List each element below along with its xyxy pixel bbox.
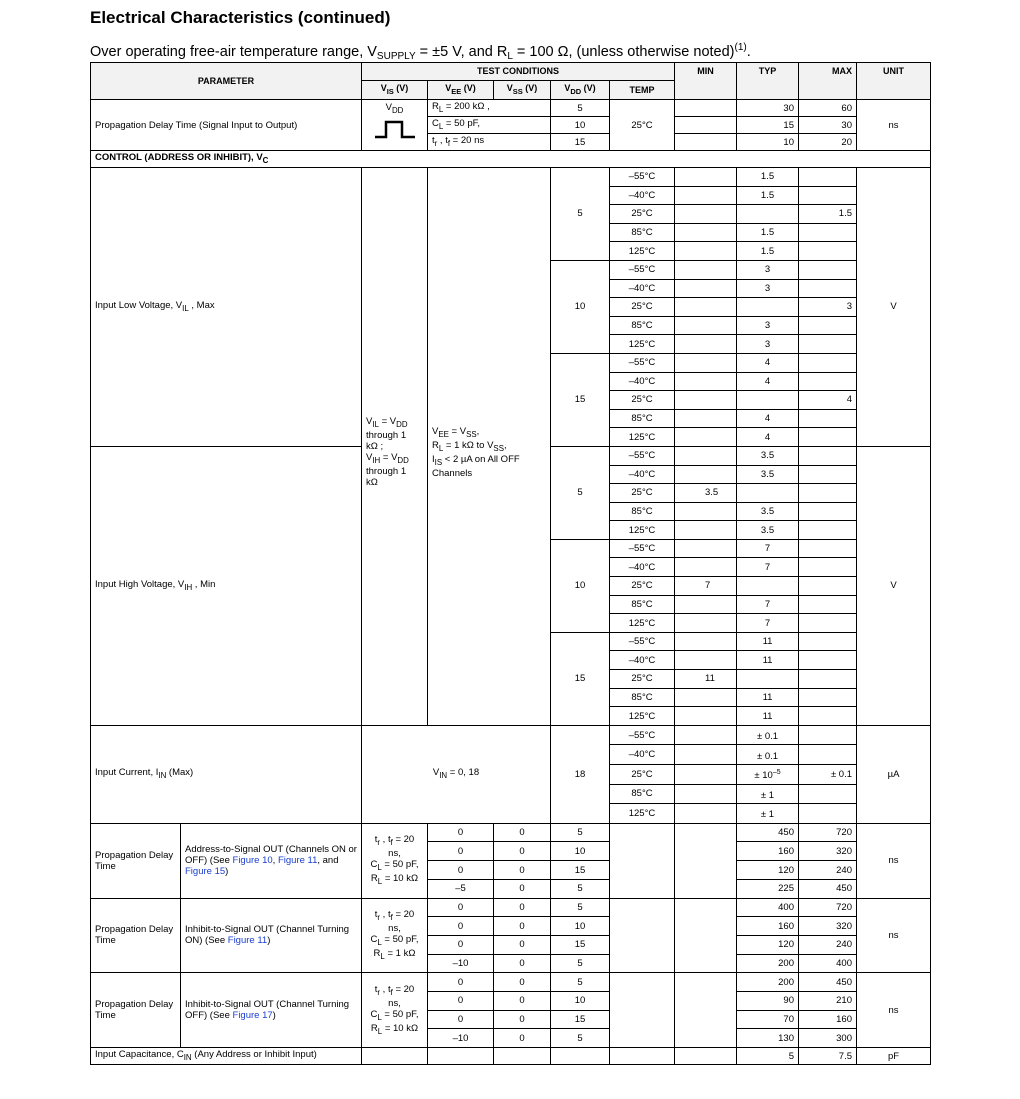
vss-value bbox=[494, 1048, 551, 1065]
vee-value: 0 bbox=[428, 898, 494, 917]
max-value bbox=[799, 316, 857, 335]
section-row bbox=[91, 151, 931, 168]
table-row bbox=[91, 823, 931, 842]
typ-value: 30 bbox=[737, 100, 799, 117]
typ-value: 11 bbox=[737, 651, 799, 670]
max-value bbox=[799, 521, 857, 540]
iin-body bbox=[91, 725, 931, 823]
vdd-value: 10 bbox=[551, 260, 610, 353]
typ-value: 1.5 bbox=[737, 168, 799, 187]
max-value: 60 bbox=[799, 100, 857, 117]
min-value bbox=[675, 595, 737, 614]
pulse-waveform-icon bbox=[374, 118, 416, 140]
vee-value: 0 bbox=[428, 991, 494, 1010]
unit-value: V bbox=[857, 168, 931, 447]
min-value bbox=[675, 298, 737, 317]
header-parameter: PARAMETER bbox=[91, 63, 362, 100]
min-value bbox=[675, 973, 737, 1048]
max-value bbox=[799, 353, 857, 372]
vdd-value: 5 bbox=[551, 879, 610, 898]
typ-value bbox=[737, 577, 799, 596]
max-value: 20 bbox=[799, 134, 857, 151]
typ-value: ± 0.1 bbox=[737, 725, 799, 745]
temp-value: –40°C bbox=[610, 745, 675, 765]
typ-value: 4 bbox=[737, 372, 799, 391]
prop-conditions: $t_r$ , $t_f = 20$ ns, $C_L = 50$ pF, $R_L = 1$ kΩ bbox=[362, 898, 428, 973]
param-prop-delay: Propagation Delay Time bbox=[91, 898, 181, 973]
max-value bbox=[799, 242, 857, 261]
temp-value: 85°C bbox=[610, 688, 675, 707]
typ-value: 160 bbox=[737, 917, 799, 936]
temp-value: –55°C bbox=[610, 260, 675, 279]
temp-value: 125°C bbox=[610, 521, 675, 540]
typ-value: 7 bbox=[737, 595, 799, 614]
max-value bbox=[799, 223, 857, 242]
vee-value bbox=[428, 1048, 494, 1065]
min-value bbox=[675, 242, 737, 261]
max-value: ± 0.1 bbox=[799, 765, 857, 785]
typ-value: 1.5 bbox=[737, 242, 799, 261]
iin-conditions: $V_{IN} = 0$, 18 bbox=[362, 725, 551, 823]
min-value bbox=[675, 725, 737, 745]
vdd-value: 15 bbox=[551, 935, 610, 954]
vee-value: 0 bbox=[428, 823, 494, 842]
typ-value: 3 bbox=[737, 335, 799, 354]
section-control: CONTROL (ADDRESS OR INHIBIT), $V_C$ bbox=[91, 151, 931, 168]
cond-cl: $C_L = 50$ pF, bbox=[428, 117, 551, 134]
vis-conditions: $V_{IL} = V_{DD}$ through 1 kΩ ; $V_{IH} = V_{DD}$ through 1 kΩ bbox=[362, 168, 428, 726]
vdd-value: 15 bbox=[551, 353, 610, 446]
min-value bbox=[675, 409, 737, 428]
typ-value: 3 bbox=[737, 260, 799, 279]
min-value bbox=[675, 186, 737, 205]
temp-value bbox=[610, 898, 675, 973]
max-value bbox=[799, 446, 857, 465]
temp-value: –55°C bbox=[610, 446, 675, 465]
typ-value: 7 bbox=[737, 558, 799, 577]
temp-value: 25°C bbox=[610, 205, 675, 224]
typ-value: 1.5 bbox=[737, 186, 799, 205]
header-min: MIN bbox=[675, 63, 737, 100]
temp-value: 85°C bbox=[610, 784, 675, 804]
vil-vih-body bbox=[91, 168, 931, 726]
temp-value: 125°C bbox=[610, 428, 675, 447]
typ-value: ± $10^{-5}$ bbox=[737, 765, 799, 785]
typ-value: 225 bbox=[737, 879, 799, 898]
max-value bbox=[799, 632, 857, 651]
figure-link[interactable]: Figure 15 bbox=[185, 866, 226, 878]
vss-value: 0 bbox=[494, 917, 551, 936]
max-value: 400 bbox=[799, 954, 857, 973]
min-value bbox=[675, 117, 737, 134]
typ-value: 11 bbox=[737, 707, 799, 726]
param-cin: Input Capacitance, $C_{IN}$ (Any Address or Inhibit Input) bbox=[91, 1048, 362, 1065]
min-value bbox=[675, 316, 737, 335]
max-value bbox=[799, 651, 857, 670]
vdd-value: 15 bbox=[551, 1010, 610, 1029]
header-temp: TEMP bbox=[610, 81, 675, 100]
typ-value bbox=[737, 484, 799, 503]
max-value bbox=[799, 168, 857, 187]
param-iin: Input Current, $I_{IN}$ (Max) bbox=[91, 725, 362, 823]
temp-value: –55°C bbox=[610, 539, 675, 558]
max-value bbox=[799, 372, 857, 391]
typ-value: 120 bbox=[737, 861, 799, 880]
max-value: 240 bbox=[799, 861, 857, 880]
vee-value: –10 bbox=[428, 954, 494, 973]
vee-value: 0 bbox=[428, 842, 494, 861]
prop-description: Address-to-Signal OUT (Channels ON or OFF) (See Figure 10, Figure 11, and Figure 15) bbox=[181, 823, 362, 898]
max-value bbox=[799, 745, 857, 765]
temp-value: 85°C bbox=[610, 316, 675, 335]
max-value: 210 bbox=[799, 991, 857, 1010]
unit-value: V bbox=[857, 446, 931, 725]
vss-value: 0 bbox=[494, 823, 551, 842]
temp-value: –40°C bbox=[610, 372, 675, 391]
temp-value: –55°C bbox=[610, 632, 675, 651]
figure-link[interactable]: Figure 10 bbox=[232, 855, 273, 867]
figure-link[interactable]: Figure 11 bbox=[277, 855, 318, 867]
max-value: 4 bbox=[799, 391, 857, 410]
vdd-value: 15 bbox=[551, 632, 610, 725]
vss-value: 0 bbox=[494, 991, 551, 1010]
max-value: 3 bbox=[799, 298, 857, 317]
typ-value: 7 bbox=[737, 614, 799, 633]
vis-value bbox=[362, 1048, 428, 1065]
max-value: 720 bbox=[799, 823, 857, 842]
min-value bbox=[675, 223, 737, 242]
min-value bbox=[675, 898, 737, 973]
header-vee: $V_{EE}$ (V) bbox=[428, 81, 494, 100]
vss-value: 0 bbox=[494, 1010, 551, 1029]
max-value bbox=[799, 804, 857, 824]
vis-pulse-cell bbox=[362, 100, 428, 151]
prop-conditions: $t_r$ , $t_f = 20$ ns, $C_L = 50$ pF, $R_L = 10$ kΩ bbox=[362, 973, 428, 1048]
typ-value: 11 bbox=[737, 632, 799, 651]
min-value bbox=[675, 558, 737, 577]
min-value bbox=[675, 205, 737, 224]
min-value: 11 bbox=[675, 670, 737, 689]
max-value bbox=[799, 335, 857, 354]
typ-value: 10 bbox=[737, 134, 799, 151]
temp-value: 85°C bbox=[610, 502, 675, 521]
max-value bbox=[799, 502, 857, 521]
figure-link[interactable]: Figure 11 bbox=[227, 935, 268, 947]
vdd-value: 5 bbox=[551, 898, 610, 917]
vee-value: –10 bbox=[428, 1029, 494, 1048]
typ-value: 4 bbox=[737, 428, 799, 447]
min-value bbox=[675, 465, 737, 484]
vee-value: 0 bbox=[428, 917, 494, 936]
typ-value: ± 1 bbox=[737, 804, 799, 824]
unit-value: ns bbox=[857, 823, 931, 898]
vdd-value: 10 bbox=[551, 991, 610, 1010]
typ-value: 7 bbox=[737, 539, 799, 558]
vee-value: 0 bbox=[428, 973, 494, 992]
max-value: 320 bbox=[799, 917, 857, 936]
header-unit: UNIT bbox=[857, 63, 931, 100]
temp-value: –55°C bbox=[610, 725, 675, 745]
min-value: 7 bbox=[675, 577, 737, 596]
typ-value: 3 bbox=[737, 279, 799, 298]
min-value bbox=[675, 765, 737, 785]
max-value bbox=[799, 558, 857, 577]
temp-value: 125°C bbox=[610, 242, 675, 261]
vdd-value: 10 bbox=[551, 842, 610, 861]
header-vdd: $V_{DD}$ (V) bbox=[551, 81, 610, 100]
param-prop-delay: Propagation Delay Time bbox=[91, 823, 181, 898]
min-value bbox=[675, 372, 737, 391]
max-value bbox=[799, 260, 857, 279]
max-value: 30 bbox=[799, 117, 857, 134]
prop-conditions: $t_r$ , $t_f = 20$ ns, $C_L = 50$ pF, $R_L = 10$ kΩ bbox=[362, 823, 428, 898]
min-value bbox=[675, 1048, 737, 1065]
min-value bbox=[675, 391, 737, 410]
typ-value: 4 bbox=[737, 409, 799, 428]
max-value: 160 bbox=[799, 1010, 857, 1029]
temp-value: –40°C bbox=[610, 279, 675, 298]
typ-value bbox=[737, 670, 799, 689]
table-subtitle: Over operating free-air temperature range, $V_{SUPPLY} = \pm 5$ V, and $R_L = 100$ Ω, (unless otherwise noted)$^{(1)}$. bbox=[90, 42, 751, 62]
vdd-value: 18 bbox=[551, 725, 610, 823]
unit-value: pF bbox=[857, 1048, 931, 1065]
typ-value bbox=[737, 391, 799, 410]
min-value bbox=[675, 707, 737, 726]
vdd-value: 5 bbox=[551, 1029, 610, 1048]
max-value bbox=[799, 670, 857, 689]
typ-value: 3.5 bbox=[737, 446, 799, 465]
vee-value: 0 bbox=[428, 1010, 494, 1029]
min-value bbox=[675, 353, 737, 372]
vdd-value: 10 bbox=[551, 917, 610, 936]
min-value bbox=[675, 260, 737, 279]
max-value bbox=[799, 577, 857, 596]
min-value bbox=[675, 651, 737, 670]
max-value bbox=[799, 409, 857, 428]
param-prop-delay: Propagation Delay Time bbox=[91, 973, 181, 1048]
table-row bbox=[91, 168, 931, 187]
vss-value: 0 bbox=[494, 954, 551, 973]
header-test-conditions: TEST CONDITIONS bbox=[362, 63, 675, 81]
max-value bbox=[799, 688, 857, 707]
vee-value: 0 bbox=[428, 935, 494, 954]
vdd-value: 10 bbox=[551, 539, 610, 632]
min-value bbox=[675, 168, 737, 187]
vss-value: 0 bbox=[494, 842, 551, 861]
vss-value: 0 bbox=[494, 861, 551, 880]
header-vis: $V_{IS}$ (V) bbox=[362, 81, 428, 100]
vss-value: 0 bbox=[494, 973, 551, 992]
cond-tr: $t_r$ , $t_f = 20$ ns bbox=[428, 134, 551, 151]
max-value bbox=[799, 595, 857, 614]
min-value bbox=[675, 428, 737, 447]
temp-value: –55°C bbox=[610, 353, 675, 372]
min-value bbox=[675, 614, 737, 633]
typ-value: 400 bbox=[737, 898, 799, 917]
max-value bbox=[799, 707, 857, 726]
vdd-value: 5 bbox=[551, 823, 610, 842]
header-typ: TYP bbox=[737, 63, 799, 100]
min-value bbox=[675, 745, 737, 765]
temp-value bbox=[610, 1048, 675, 1065]
vee-conditions: $V_{EE} = V_{SS}$, $R_L = 1$ kΩ to $V_{SS}$, $I_{IS} < 2$ µA on All OFF Channels bbox=[428, 168, 551, 726]
typ-value: 3.5 bbox=[737, 502, 799, 521]
min-value bbox=[675, 539, 737, 558]
vdd-value: 15 bbox=[551, 861, 610, 880]
vee-value: –5 bbox=[428, 879, 494, 898]
vdd-value: 5 bbox=[551, 954, 610, 973]
max-value bbox=[799, 614, 857, 633]
figure-link[interactable]: Figure 17 bbox=[232, 1010, 273, 1022]
header-max: MAX bbox=[799, 63, 857, 100]
typ-value: 3.5 bbox=[737, 521, 799, 540]
min-value bbox=[675, 279, 737, 298]
max-value bbox=[799, 725, 857, 745]
unit-value: ns bbox=[857, 100, 931, 151]
table-row bbox=[91, 725, 931, 745]
temp-value: 25°C bbox=[610, 484, 675, 503]
typ-value: 200 bbox=[737, 973, 799, 992]
min-value bbox=[675, 688, 737, 707]
table-row bbox=[91, 100, 931, 117]
temp-value: –40°C bbox=[610, 465, 675, 484]
temp-value bbox=[610, 823, 675, 898]
min-value bbox=[675, 134, 737, 151]
vdd-value bbox=[551, 1048, 610, 1065]
unit-value: µA bbox=[857, 725, 931, 823]
vdd-value: 10 bbox=[551, 117, 610, 134]
max-value bbox=[799, 186, 857, 205]
prop-body bbox=[91, 823, 931, 1047]
max-value bbox=[799, 539, 857, 558]
typ-value: 160 bbox=[737, 842, 799, 861]
table-row bbox=[91, 898, 931, 917]
table-header bbox=[91, 63, 931, 100]
max-value: 240 bbox=[799, 935, 857, 954]
temp-value: 25°C bbox=[610, 298, 675, 317]
max-value bbox=[799, 484, 857, 503]
temp-value: 85°C bbox=[610, 223, 675, 242]
min-value bbox=[675, 804, 737, 824]
temp-value: 125°C bbox=[610, 707, 675, 726]
typ-value: 200 bbox=[737, 954, 799, 973]
vdd-label: $V_{DD}$ bbox=[385, 102, 404, 115]
temp-value: 25°C bbox=[610, 577, 675, 596]
vss-value: 0 bbox=[494, 879, 551, 898]
temp-value: 85°C bbox=[610, 409, 675, 428]
min-value bbox=[675, 335, 737, 354]
unit-value: ns bbox=[857, 898, 931, 973]
typ-value bbox=[737, 298, 799, 317]
min-value bbox=[675, 100, 737, 117]
typ-value: 120 bbox=[737, 935, 799, 954]
header-vss: $V_{SS}$ (V) bbox=[494, 81, 551, 100]
min-value: 3.5 bbox=[675, 484, 737, 503]
param-vil: Input Low Voltage, $V_{IL}$ , Max bbox=[91, 168, 362, 447]
min-value bbox=[675, 784, 737, 804]
vdd-value: 15 bbox=[551, 134, 610, 151]
min-value bbox=[675, 446, 737, 465]
vdd-value: 5 bbox=[551, 973, 610, 992]
min-value bbox=[675, 521, 737, 540]
typ-value: 70 bbox=[737, 1010, 799, 1029]
max-value: 450 bbox=[799, 879, 857, 898]
typ-value: ± 1 bbox=[737, 784, 799, 804]
max-value bbox=[799, 465, 857, 484]
param-prop-signal: Propagation Delay Time (Signal Input to Output) bbox=[91, 100, 362, 151]
prop-description: Inhibit-to-Signal OUT (Channel Turning OFF) (See Figure 17) bbox=[181, 973, 362, 1048]
temp-value: 25°C bbox=[610, 670, 675, 689]
prop-description: Inhibit-to-Signal OUT (Channel Turning ON) (See Figure 11) bbox=[181, 898, 362, 973]
temp-value: –40°C bbox=[610, 186, 675, 205]
max-value: 7.5 bbox=[799, 1048, 857, 1065]
temp-value: –40°C bbox=[610, 651, 675, 670]
temp-value: 125°C bbox=[610, 804, 675, 824]
temp-value: –40°C bbox=[610, 558, 675, 577]
temp-value: 125°C bbox=[610, 335, 675, 354]
max-value bbox=[799, 784, 857, 804]
temp-value bbox=[610, 973, 675, 1048]
min-value bbox=[675, 502, 737, 521]
max-value: 450 bbox=[799, 973, 857, 992]
page-title: Electrical Characteristics (continued) bbox=[90, 8, 391, 27]
vdd-value: 5 bbox=[551, 100, 610, 117]
temp-value: –55°C bbox=[610, 168, 675, 187]
table-row bbox=[91, 973, 931, 992]
typ-value: 1.5 bbox=[737, 223, 799, 242]
electrical-characteristics-table bbox=[90, 62, 931, 1065]
typ-value: 90 bbox=[737, 991, 799, 1010]
temp-value: 25°C bbox=[610, 100, 675, 151]
temp-value: 25°C bbox=[610, 391, 675, 410]
unit-value: ns bbox=[857, 973, 931, 1048]
typ-value: ± 0.1 bbox=[737, 745, 799, 765]
typ-value: 5 bbox=[737, 1048, 799, 1065]
min-value bbox=[675, 823, 737, 898]
cond-rl: $R_L = 200$ kΩ , bbox=[428, 100, 551, 117]
vss-value: 0 bbox=[494, 1029, 551, 1048]
typ-value: 15 bbox=[737, 117, 799, 134]
typ-value: 450 bbox=[737, 823, 799, 842]
typ-value: 11 bbox=[737, 688, 799, 707]
table-row bbox=[91, 1048, 931, 1065]
typ-value: 3 bbox=[737, 316, 799, 335]
temp-value: 85°C bbox=[610, 595, 675, 614]
typ-value: 3.5 bbox=[737, 465, 799, 484]
typ-value bbox=[737, 205, 799, 224]
min-value bbox=[675, 632, 737, 651]
vee-value: 0 bbox=[428, 861, 494, 880]
vss-value: 0 bbox=[494, 898, 551, 917]
max-value bbox=[799, 428, 857, 447]
max-value: 1.5 bbox=[799, 205, 857, 224]
vdd-value: 5 bbox=[551, 446, 610, 539]
max-value bbox=[799, 279, 857, 298]
vdd-value: 5 bbox=[551, 168, 610, 261]
typ-value: 4 bbox=[737, 353, 799, 372]
temp-value: 125°C bbox=[610, 614, 675, 633]
vss-value: 0 bbox=[494, 935, 551, 954]
typ-value: 130 bbox=[737, 1029, 799, 1048]
max-value: 320 bbox=[799, 842, 857, 861]
max-value: 720 bbox=[799, 898, 857, 917]
temp-value: 25°C bbox=[610, 765, 675, 785]
max-value: 300 bbox=[799, 1029, 857, 1048]
param-vih: Input High Voltage, $V_{IH}$ , Min bbox=[91, 446, 362, 725]
